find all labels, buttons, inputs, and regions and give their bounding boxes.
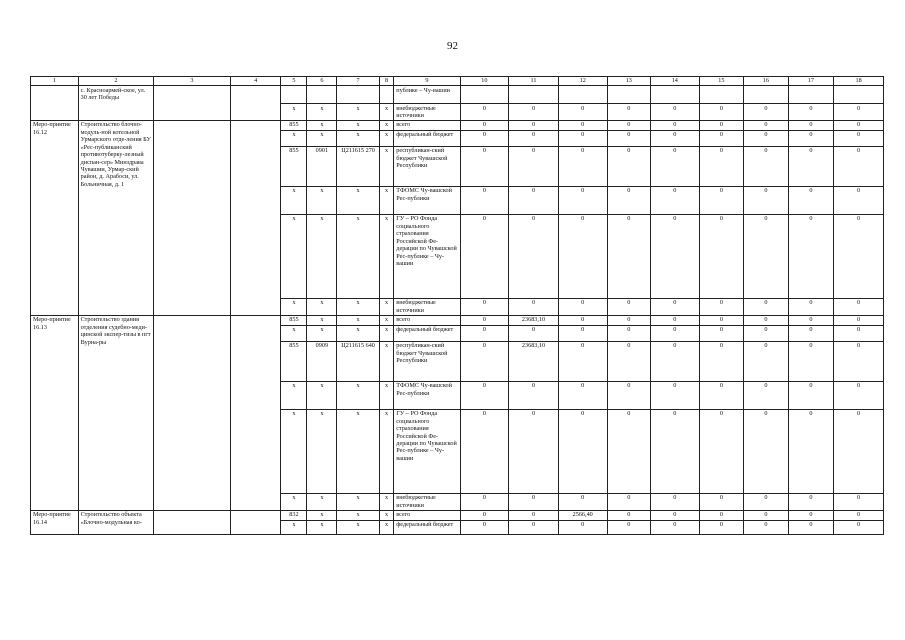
value-cell [834, 86, 884, 104]
page-number: 92 [447, 40, 458, 52]
value-cell: 0 [650, 146, 699, 186]
value-cell: 0 [650, 214, 699, 298]
column-number-14: 14 [650, 77, 699, 86]
column-number-2: 2 [78, 77, 154, 86]
value-cell: 0 [744, 186, 789, 214]
value-cell: 0 [509, 120, 559, 130]
value-cell: 0 [788, 493, 834, 510]
budget-code-cell: x [379, 130, 393, 146]
measure-name: Меро-приятие 16.14 [31, 510, 79, 534]
funding-source: всего [394, 315, 460, 325]
value-cell: 0 [699, 130, 744, 146]
value-cell: 0 [744, 409, 789, 493]
column-number-6: 6 [307, 77, 337, 86]
value-cell: 0 [834, 409, 884, 493]
budget-code-cell: x [281, 493, 307, 510]
value-cell: 0 [834, 493, 884, 510]
value-cell: 0 [788, 510, 834, 520]
value-cell: 0 [607, 325, 650, 341]
value-cell: 0 [509, 325, 559, 341]
value-cell: 0 [460, 315, 509, 325]
budget-code-cell: x [337, 298, 379, 315]
value-cell: 0 [699, 520, 744, 534]
value-cell: 0 [607, 104, 650, 121]
value-cell: 0 [509, 409, 559, 493]
budget-code-cell: x [281, 325, 307, 341]
value-cell: 0 [650, 510, 699, 520]
budget-code-cell: x [281, 520, 307, 534]
value-cell: 0 [509, 146, 559, 186]
budget-code-cell: 855 [281, 341, 307, 381]
budget-code-cell: x [307, 298, 337, 315]
measure-object: Строительство блочно-модуль-ной котельной Урмарского отде-ления БУ «Рес-публиканский противотуберку-лезный диспан-сер» Минздрава Чувашии, Урмар-ский район, д. Арабоси, ул. Больничная, д. 1 [78, 120, 154, 315]
value-cell: 0 [460, 298, 509, 315]
funding-source: республикан-ский бюджет Чувашской Республики [394, 341, 460, 381]
value-cell: 23683,10 [509, 315, 559, 325]
budget-code-cell: x [307, 186, 337, 214]
value-cell [460, 86, 509, 104]
value-cell: 0 [788, 214, 834, 298]
budget-code-cell: x [337, 130, 379, 146]
budget-code-cell: 855 [281, 120, 307, 130]
value-cell: 0 [558, 214, 607, 298]
column-number-16: 16 [744, 77, 789, 86]
budget-code-cell: x [379, 520, 393, 534]
column-number-5: 5 [281, 77, 307, 86]
budget-code-cell: 855 [281, 146, 307, 186]
value-cell: 0 [699, 315, 744, 325]
value-cell: 0 [788, 298, 834, 315]
value-cell: 0 [460, 341, 509, 381]
budget-code-cell: x [337, 214, 379, 298]
budget-code-cell: x [307, 214, 337, 298]
budget-code-cell: x [307, 120, 337, 130]
value-cell: 0 [558, 146, 607, 186]
value-cell: 0 [744, 341, 789, 381]
column-number-4: 4 [230, 77, 281, 86]
value-cell: 0 [788, 409, 834, 493]
value-cell: 0 [699, 146, 744, 186]
value-cell: 0 [558, 341, 607, 381]
value-cell: 0 [509, 510, 559, 520]
budget-code-cell: x [307, 130, 337, 146]
column-number-12: 12 [558, 77, 607, 86]
funding-source: ТФОМС Чу-вашской Рес-публики [394, 381, 460, 409]
value-cell: 0 [834, 186, 884, 214]
table-row [31, 86, 884, 104]
budget-code-cell: x [281, 298, 307, 315]
value-cell: 0 [744, 130, 789, 146]
value-cell: 0 [744, 298, 789, 315]
value-cell: 0 [460, 214, 509, 298]
column-number-15: 15 [699, 77, 744, 86]
budget-code-cell: x [337, 520, 379, 534]
value-cell: 0 [788, 120, 834, 130]
value-cell: 0 [834, 341, 884, 381]
empty-col-3 [154, 510, 231, 534]
budget-code-cell: Ц211615 640 [337, 341, 379, 381]
value-cell: 0 [607, 130, 650, 146]
budget-code-cell: x [307, 104, 337, 121]
value-cell: 0 [699, 381, 744, 409]
budget-code-cell: x [379, 104, 393, 121]
value-cell: 0 [558, 120, 607, 130]
value-cell: 0 [607, 186, 650, 214]
value-cell [558, 86, 607, 104]
value-cell [699, 86, 744, 104]
value-cell: 0 [509, 214, 559, 298]
value-cell: 0 [699, 341, 744, 381]
value-cell: 0 [460, 520, 509, 534]
value-cell: 0 [788, 325, 834, 341]
value-cell: 0 [744, 104, 789, 121]
funding-source: внебюджетные источники [394, 298, 460, 315]
value-cell: 0 [460, 130, 509, 146]
value-cell: 0 [509, 493, 559, 510]
value-cell: 0 [509, 520, 559, 534]
value-cell: 0 [460, 186, 509, 214]
value-cell: 0 [699, 510, 744, 520]
budget-code-cell [307, 86, 337, 104]
budget-code-cell: x [379, 298, 393, 315]
value-cell: 0 [699, 214, 744, 298]
budget-table [30, 76, 884, 535]
value-cell: 0 [607, 510, 650, 520]
funding-source: публике – Чу-вашии [394, 86, 460, 104]
value-cell [509, 86, 559, 104]
value-cell: 0 [744, 146, 789, 186]
budget-code-cell: x [379, 214, 393, 298]
budget-code-cell: x [307, 381, 337, 409]
budget-code-cell: x [379, 146, 393, 186]
budget-code-cell: x [337, 186, 379, 214]
measure-name: Меро-приятие 16.12 [31, 120, 79, 315]
value-cell: 0 [699, 186, 744, 214]
value-cell: 0 [744, 325, 789, 341]
column-number-1: 1 [31, 77, 79, 86]
value-cell: 0 [558, 130, 607, 146]
value-cell: 0 [699, 409, 744, 493]
column-number-10: 10 [460, 77, 509, 86]
value-cell: 0 [699, 120, 744, 130]
value-cell: 0 [744, 120, 789, 130]
value-cell: 0 [460, 510, 509, 520]
value-cell: 0 [607, 493, 650, 510]
value-cell: 0 [558, 104, 607, 121]
value-cell: 0 [509, 381, 559, 409]
budget-code-cell: x [379, 325, 393, 341]
column-number-3: 3 [154, 77, 231, 86]
budget-code-cell: x [281, 104, 307, 121]
budget-code-cell: x [281, 409, 307, 493]
value-cell: 0 [834, 214, 884, 298]
measure-object: с. Красноармей-ское, ул. 30 лет Победы [78, 86, 154, 121]
value-cell: 0 [699, 493, 744, 510]
budget-code-cell: x [307, 409, 337, 493]
column-number-18: 18 [834, 77, 884, 86]
budget-code-cell: x [379, 510, 393, 520]
budget-code-cell: x [337, 104, 379, 121]
value-cell: 0 [744, 315, 789, 325]
budget-code-cell [337, 86, 379, 104]
budget-code-cell: x [307, 315, 337, 325]
funding-source: федеральный бюджет [394, 520, 460, 534]
empty-col-3 [154, 86, 231, 121]
value-cell: 0 [607, 298, 650, 315]
budget-code-cell: x [307, 325, 337, 341]
budget-code-cell: x [337, 409, 379, 493]
measure-name: Меро-приятие 16.13 [31, 315, 79, 510]
value-cell: 0 [834, 120, 884, 130]
value-cell: 0 [650, 120, 699, 130]
value-cell: 0 [788, 341, 834, 381]
budget-code-cell: x [281, 214, 307, 298]
column-number-8: 8 [379, 77, 393, 86]
value-cell [607, 86, 650, 104]
funding-source: ТФОМС Чу-вашской Рес-публики [394, 186, 460, 214]
value-cell: 0 [509, 298, 559, 315]
column-number-11: 11 [509, 77, 559, 86]
value-cell: 0 [650, 325, 699, 341]
value-cell: 0 [834, 104, 884, 121]
value-cell: 0 [509, 130, 559, 146]
measure-object: Строительство здания отделения судебно-меди-цинской экспер-тизы в пгт Вурна-ры [78, 315, 154, 510]
value-cell: 0 [650, 493, 699, 510]
budget-code-cell: x [307, 510, 337, 520]
empty-col-3 [154, 315, 231, 510]
budget-code-cell: x [379, 341, 393, 381]
value-cell: 0 [834, 315, 884, 325]
funding-source: внебюджетные источники [394, 493, 460, 510]
value-cell: 0 [788, 186, 834, 214]
budget-code-cell: x [281, 381, 307, 409]
budget-code-cell: x [379, 409, 393, 493]
funding-source: ГУ – РО Фонда социального страхования Российской Фе-дерации по Чувашской Рес-публике – Чу-вашии [394, 409, 460, 493]
column-number-7: 7 [337, 77, 379, 86]
value-cell: 0 [558, 520, 607, 534]
budget-code-cell [281, 86, 307, 104]
budget-code-cell: 0901 [307, 146, 337, 186]
budget-code-cell: x [379, 493, 393, 510]
value-cell: 0 [788, 130, 834, 146]
value-cell: 0 [607, 381, 650, 409]
value-cell: 0 [834, 325, 884, 341]
funding-source: внебюджетные источники [394, 104, 460, 121]
value-cell: 0 [607, 315, 650, 325]
value-cell [788, 86, 834, 104]
value-cell: 0 [650, 130, 699, 146]
budget-code-cell: x [337, 510, 379, 520]
empty-col-4 [230, 86, 281, 121]
value-cell: 0 [607, 146, 650, 186]
budget-code-cell: x [337, 325, 379, 341]
measure-name [31, 86, 79, 121]
budget-code-cell: x [379, 381, 393, 409]
budget-code-cell: x [307, 520, 337, 534]
value-cell: 0 [607, 214, 650, 298]
budget-code-cell: 0909 [307, 341, 337, 381]
table-row [31, 510, 884, 520]
budget-code-cell: x [379, 120, 393, 130]
value-cell: 0 [650, 520, 699, 534]
value-cell: 0 [460, 493, 509, 510]
column-number-row [31, 77, 884, 86]
value-cell: 23683,10 [509, 341, 559, 381]
budget-code-cell: x [337, 493, 379, 510]
value-cell: 0 [558, 315, 607, 325]
value-cell: 0 [744, 510, 789, 520]
empty-col-4 [230, 510, 281, 534]
funding-source: федеральный бюджет [394, 325, 460, 341]
value-cell [744, 86, 789, 104]
column-number-17: 17 [788, 77, 834, 86]
value-cell: 0 [558, 325, 607, 341]
budget-code-cell [379, 86, 393, 104]
empty-col-4 [230, 315, 281, 510]
table-row [31, 120, 884, 130]
budget-code-cell: x [337, 381, 379, 409]
value-cell: 0 [558, 186, 607, 214]
table-row [31, 315, 884, 325]
value-cell: 0 [699, 104, 744, 121]
value-cell: 0 [788, 315, 834, 325]
value-cell: 0 [509, 104, 559, 121]
value-cell: 0 [509, 186, 559, 214]
budget-code-cell: x [281, 130, 307, 146]
value-cell: 0 [834, 381, 884, 409]
value-cell: 0 [744, 381, 789, 409]
value-cell: 0 [460, 104, 509, 121]
value-cell: 0 [558, 493, 607, 510]
funding-source: республикан-ский бюджет Чувашской Республики [394, 146, 460, 186]
funding-source: всего [394, 510, 460, 520]
value-cell: 0 [460, 409, 509, 493]
value-cell: 0 [460, 146, 509, 186]
value-cell: 0 [834, 510, 884, 520]
value-cell: 0 [460, 381, 509, 409]
value-cell: 0 [558, 409, 607, 493]
value-cell: 0 [834, 520, 884, 534]
budget-code-cell: x [337, 120, 379, 130]
budget-code-cell: 832 [281, 510, 307, 520]
funding-source: всего [394, 120, 460, 130]
budget-code-cell: x [379, 186, 393, 214]
value-cell: 2566,40 [558, 510, 607, 520]
empty-col-4 [230, 120, 281, 315]
value-cell: 0 [788, 146, 834, 186]
value-cell: 0 [607, 341, 650, 381]
value-cell: 0 [744, 520, 789, 534]
value-cell: 0 [834, 146, 884, 186]
measure-object: Строительство объекта «Блочно-модульная ко- [78, 510, 154, 534]
value-cell: 0 [834, 298, 884, 315]
value-cell: 0 [788, 104, 834, 121]
value-cell: 0 [650, 381, 699, 409]
value-cell: 0 [558, 381, 607, 409]
value-cell: 0 [650, 315, 699, 325]
value-cell: 0 [460, 325, 509, 341]
value-cell: 0 [650, 298, 699, 315]
value-cell: 0 [607, 520, 650, 534]
value-cell: 0 [460, 120, 509, 130]
value-cell [650, 86, 699, 104]
budget-code-cell: x [379, 315, 393, 325]
value-cell: 0 [650, 409, 699, 493]
value-cell: 0 [558, 298, 607, 315]
column-number-9: 9 [394, 77, 460, 86]
value-cell: 0 [744, 214, 789, 298]
column-number-13: 13 [607, 77, 650, 86]
empty-col-3 [154, 120, 231, 315]
funding-source: ГУ – РО Фонда социального страхования Российской Фе-дерации по Чувашской Рес-публике – Чу-вашии [394, 214, 460, 298]
budget-code-cell: 855 [281, 315, 307, 325]
value-cell: 0 [699, 298, 744, 315]
value-cell: 0 [607, 409, 650, 493]
value-cell: 0 [834, 130, 884, 146]
value-cell: 0 [788, 520, 834, 534]
budget-code-cell: x [307, 493, 337, 510]
budget-code-cell: x [281, 186, 307, 214]
value-cell: 0 [607, 120, 650, 130]
value-cell: 0 [788, 381, 834, 409]
value-cell: 0 [650, 104, 699, 121]
value-cell: 0 [699, 325, 744, 341]
value-cell: 0 [650, 341, 699, 381]
funding-source: федеральный бюджет [394, 130, 460, 146]
value-cell: 0 [744, 493, 789, 510]
budget-code-cell: x [337, 315, 379, 325]
budget-code-cell: Ц211615 270 [337, 146, 379, 186]
value-cell: 0 [650, 186, 699, 214]
